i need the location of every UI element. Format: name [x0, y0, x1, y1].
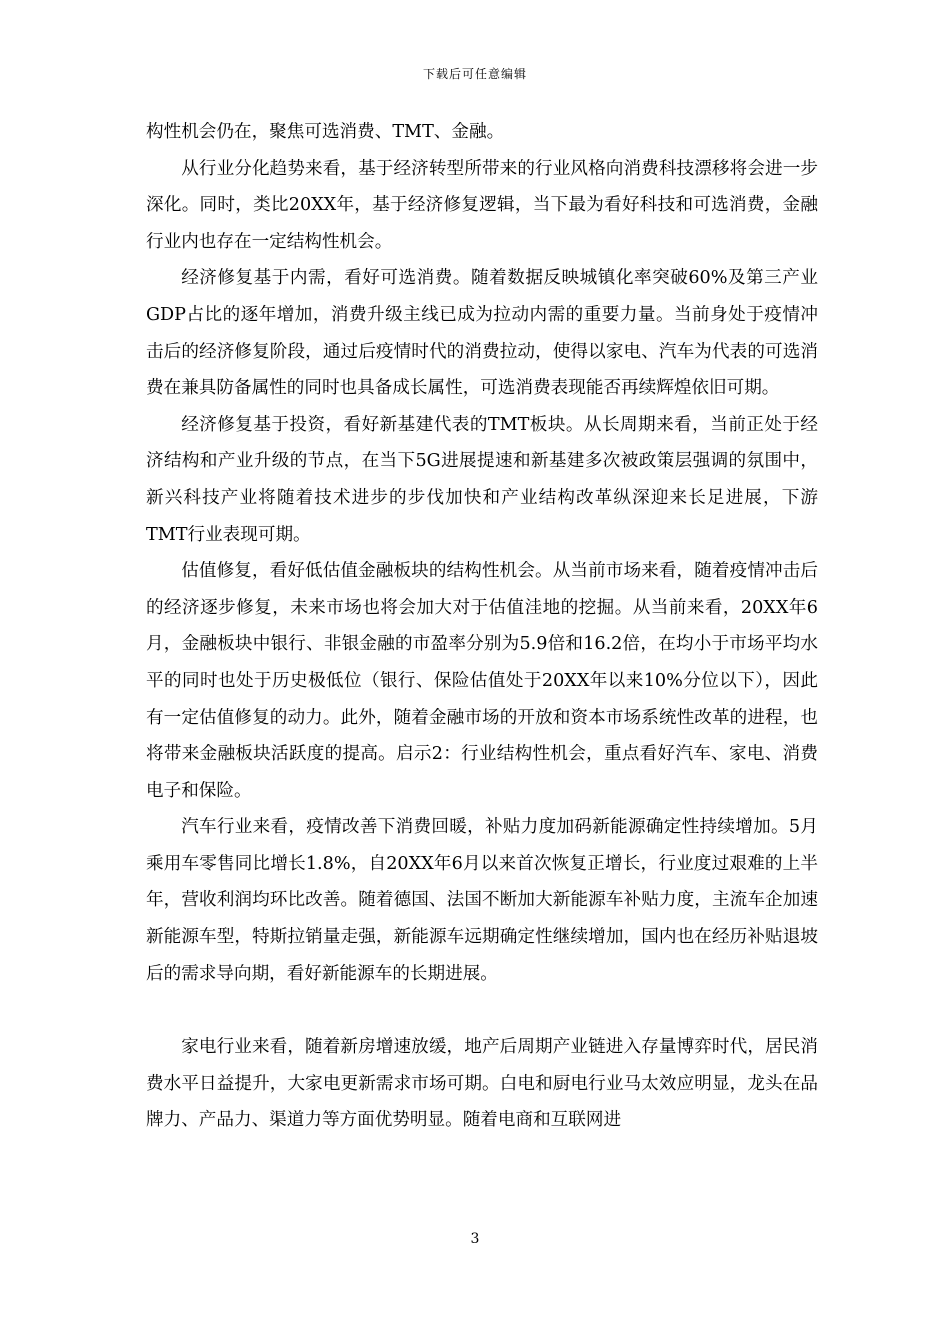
page-number: 3 [470, 1231, 480, 1247]
document-body [146, 114, 818, 1139]
page-header: 下载后可任意编辑 [422, 67, 527, 81]
paragraph-6: 汽车行业来看，疫情改善下消费回暖，补贴力度加码新能源确定性持续增加。5月乘用车零售同比增长1.8%，自20XX年6月以来首次恢复正增长，行业度过艰难的上半年，营收利润均环比改善。随着德国、法国不断加大新能源车补贴力度，主流车企加速新能源车型，特斯拉销量走强，新能源车远期确定性继续增加，国内也在经历补贴退坡后的需求导向期，看好新能源车的长期进展。 [146, 817, 818, 984]
paragraph-7: 家电行业来看，随着新房增速放缓，地产后周期产业链进入存量博弈时代，居民消费水平日益提升，大家电更新需求市场可期。白电和厨电行业马太效应明显，龙头在品牌力、产品力、渠道力等方面优势明显。随着电商和互联网进 [146, 1037, 818, 1131]
paragraph-5: 估值修复，看好低估值金融板块的结构性机会。从当前市场来看，随着疫情冲击后的经济逐步修复，未来市场也将会加大对于估值洼地的挖掘。从当前来看，20XX年6月，金融板块中银行、非银金融的市盈率分别为5.9倍和16.2倍，在均小于市场平均水平的同时也处于历史极低位（银行、保险估值处于20XX年以来10%分位以下），因此有一定估值修复的动力。此外，随着金融市场的开放和资本市场系统性改革的进程，也将带来金融板块活跃度的提高。启示2：行业结构性机会，重点看好汽车、家电、消费电子和保险。 [146, 561, 818, 801]
paragraph-4: 经济修复基于投资，看好新基建代表的TMT板块。从长周期来看，当前正处于经济结构和产业升级的节点，在当下5G进展提速和新基建多次被政策层强调的氛围中，新兴科技产业将随着技术进步的步伐加快和产业结构改革纵深迎来长足进展，下游TMT行业表现可期。 [146, 414, 818, 545]
paragraph-2: 从行业分化趋势来看，基于经济转型所带来的行业风格向消费科技漂移将会进一步深化。同时，类比20XX年，基于经济修复逻辑，当下最为看好科技和可选消费，金融行业内也存在一定结构性机会。 [146, 158, 818, 252]
paragraph-3: 经济修复基于内需，看好可选消费。随着数据反映城镇化率突破60%及第三产业GDP占比的逐年增加，消费升级主线已成为拉动内需的重要力量。当前身处于疫情冲击后的经济修复阶段，通过后疫情时代的消费拉动，使得以家电、汽车为代表的可选消费在兼具防备属性的同时也具备成长属性，可选消费表现能否再续辉煌依旧可期。 [146, 268, 818, 399]
paragraph-1: 构性机会仍在，聚焦可选消费、TMT、金融。 [146, 122, 505, 142]
